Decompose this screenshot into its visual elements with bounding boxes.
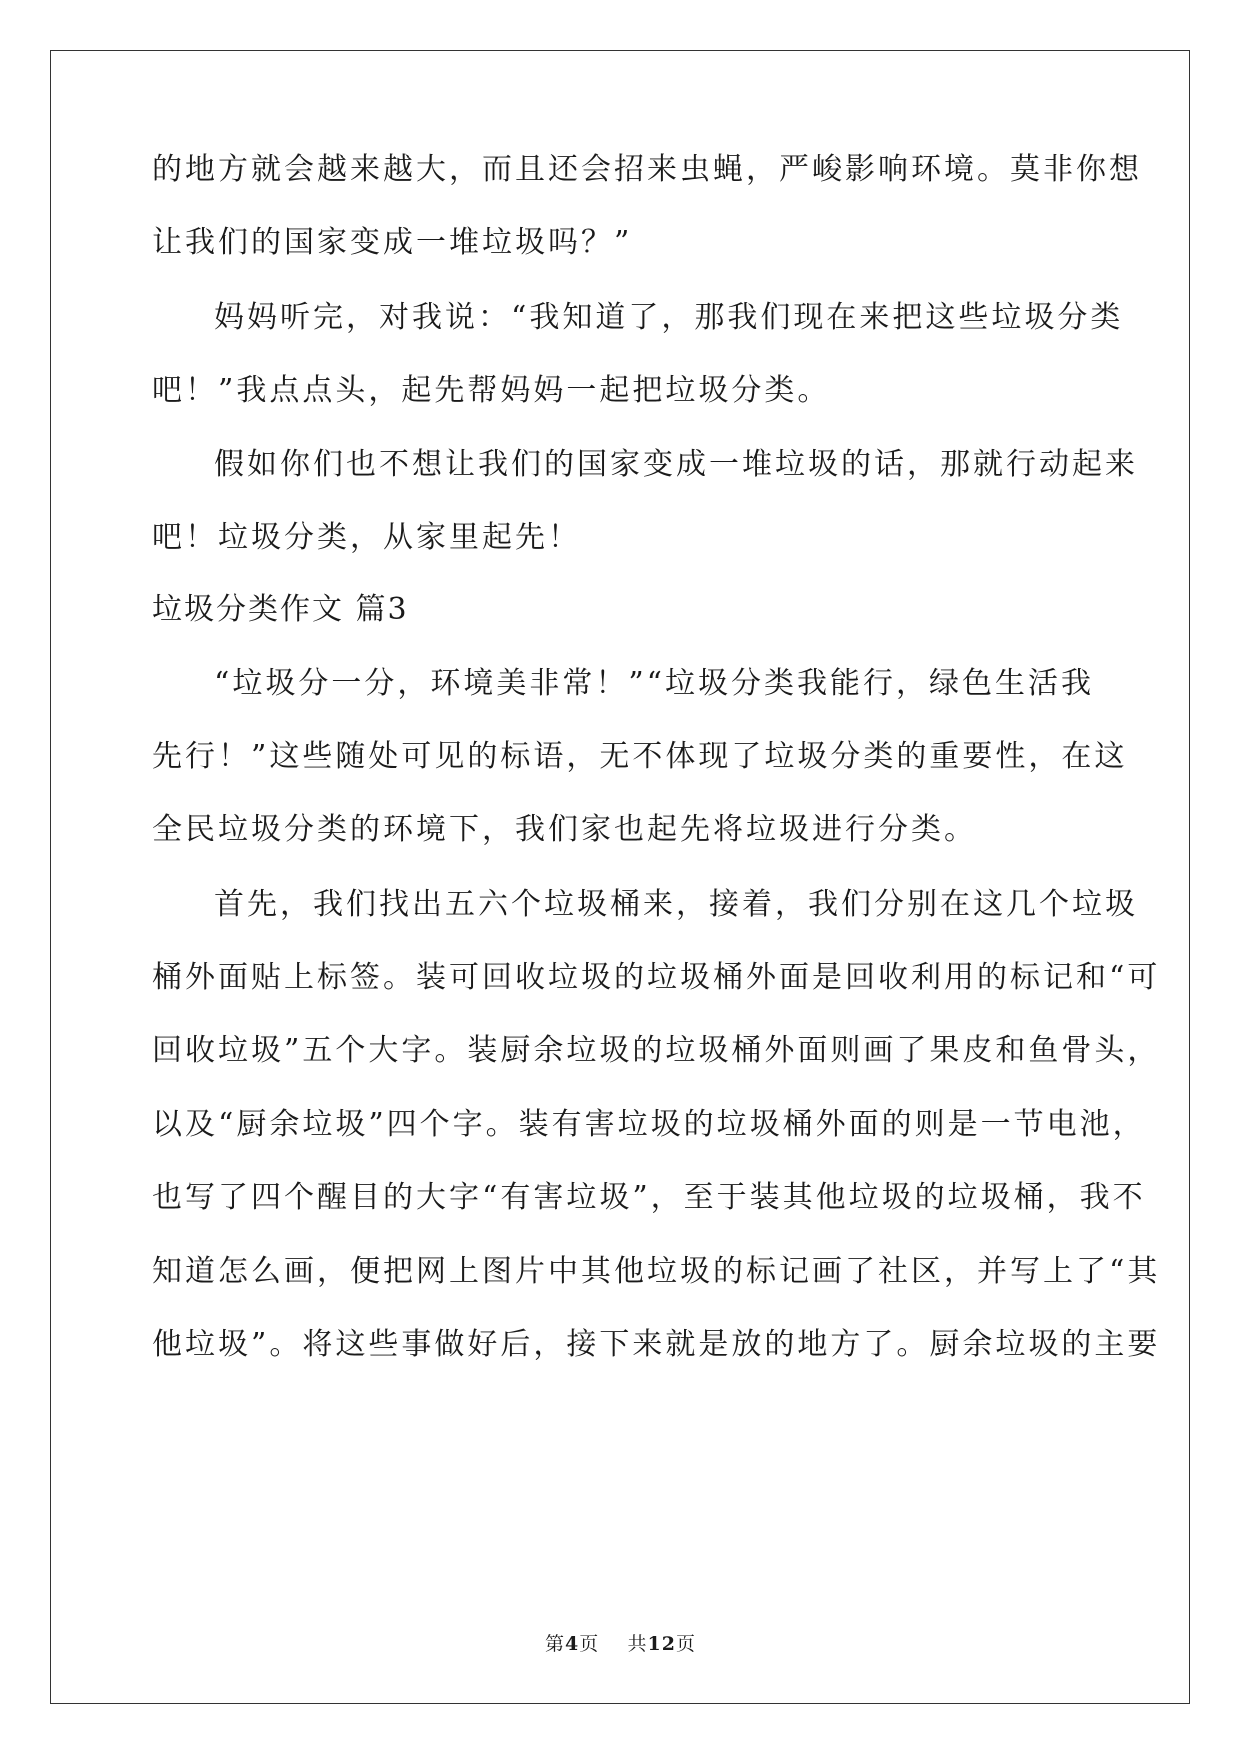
footer-total-unit: 页	[675, 1633, 696, 1655]
section-heading: 垃圾分类作文 篇3	[152, 592, 409, 627]
text-line: 吧！”我点点头，起先帮妈妈一起把垃圾分类。	[152, 373, 831, 408]
text-line: 也写了四个醒目的大字“有害垃圾”，至于装其他垃圾的垃圾桶，我不	[152, 1180, 1146, 1215]
text-line: 先行！”这些随处可见的标语，无不体现了垃圾分类的重要性，在这	[152, 739, 1128, 774]
footer-total-prefix: 共	[627, 1633, 648, 1655]
current-page-number: 4	[565, 1633, 580, 1655]
text-line: 全民垃圾分类的环境下，我们家也起先将垃圾进行分类。	[152, 812, 977, 847]
text-line: 桶外面贴上标签。装可回收垃圾的垃圾桶外面是回收利用的标记和“可	[152, 960, 1161, 995]
text-line: 首先，我们找出五六个垃圾桶来，接着，我们分别在这几个垃圾	[214, 887, 1138, 922]
text-line: 回收垃圾”五个大字。装厨余垃圾的垃圾桶外面则画了果皮和鱼骨头，	[152, 1033, 1161, 1068]
footer-page-unit: 页	[579, 1633, 600, 1655]
text-line: “垃圾分一分，环境美非常！”“垃圾分类我能行，绿色生活我	[214, 666, 1095, 701]
text-line: 以及“厨余垃圾”四个字。装有害垃圾的垃圾桶外面的则是一节电池，	[152, 1107, 1146, 1142]
text-line: 吧！垃圾分类，从家里起先！	[152, 520, 581, 555]
text-line: 假如你们也不想让我们的国家变成一堆垃圾的话，那就行动起来	[214, 447, 1138, 482]
text-line: 妈妈听完，对我说：“我知道了，那我们现在来把这些垃圾分类	[214, 300, 1124, 335]
text-line: 的地方就会越来越大，而且还会招来虫蝇，严峻影响环境。莫非你想	[152, 152, 1142, 187]
total-page-count: 12	[647, 1633, 676, 1655]
footer-prefix: 第	[545, 1633, 566, 1655]
text-line: 他垃圾”。将这些事做好后，接下来就是放的地方了。厨余垃圾的主要	[152, 1327, 1161, 1362]
page-footer	[0, 1632, 1241, 1656]
text-line: 让我们的国家变成一堆垃圾吗？”	[152, 225, 633, 260]
text-line: 知道怎么画，便把网上图片中其他垃圾的标记画了社区，并写上了“其	[152, 1254, 1161, 1289]
